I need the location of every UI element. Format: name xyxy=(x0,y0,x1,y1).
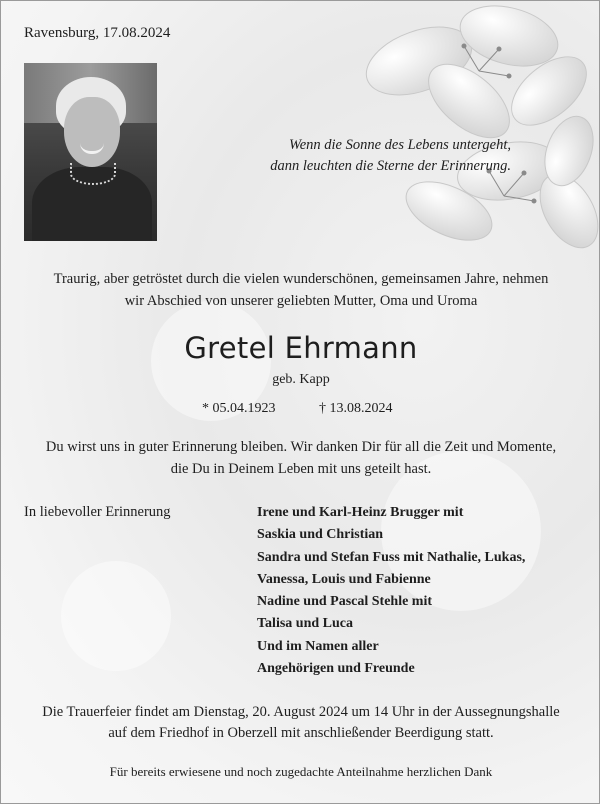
mourner-line: Und im Namen aller xyxy=(257,638,379,654)
mourner-line: Irene und Karl-Heinz Brugger mit xyxy=(257,505,464,520)
birth-date: * 05.04.1923 xyxy=(202,401,276,416)
mourner-line: Saskia und Christian xyxy=(257,527,384,543)
death-date: † 13.08.2024 xyxy=(319,401,393,416)
farewell-message xyxy=(1,436,600,480)
mourner-line: Nadine und Pascal Stehle mit xyxy=(257,594,433,610)
thanks-note: Für bereits erwiesene und noch zugedachte Anteilnahme herzlichen Dank xyxy=(109,764,493,779)
mourner-line: Angehörigen und Freunde xyxy=(257,661,415,677)
quote-line: dann leuchten die Sterne der Erinnerung. xyxy=(270,158,511,174)
quote-line: Wenn die Sonne des Lebens untergeht, xyxy=(288,137,511,153)
memory-label: In liebevoller Erinnerung xyxy=(24,504,171,520)
mourner-line: Talisa und Luca xyxy=(257,616,353,632)
ceremony-line: auf dem Friedhof in Oberzell mit anschließender Beerdigung statt. xyxy=(108,725,494,741)
ceremony-info xyxy=(1,702,600,744)
mourner-line: Vanessa, Louis und Fabienne xyxy=(257,571,431,587)
intro-text xyxy=(1,268,600,312)
mourners-list xyxy=(257,502,525,680)
message-line: Du wirst uns in guter Erinnerung bleiben. Wir danken Dir für all die Zeit und Momente, xyxy=(45,439,557,455)
place-date: Ravensburg, 17.08.2024 xyxy=(24,25,171,41)
mourner-line: Sandra und Stefan Fuss mit Nathalie, Lukas, xyxy=(257,549,526,565)
ceremony-line: Die Trauerfeier findet am Dienstag, 20. August 2024 um 14 Uhr in der Aussegnungshalle xyxy=(42,704,560,720)
intro-line: Traurig, aber getröstet durch die vielen wunderschönen, gemeinsamen Jahre, nehmen xyxy=(53,271,549,287)
portrait-photo xyxy=(24,63,157,241)
maiden-name: geb. Kapp xyxy=(272,372,330,387)
message-line: die Du in Deinem Leben mit uns geteilt hast. xyxy=(170,461,432,477)
deceased-name: Gretel Ehrmann xyxy=(184,331,418,365)
blossom-branch-icon xyxy=(359,1,599,261)
quote xyxy=(201,135,511,177)
bokeh-light xyxy=(61,561,171,671)
intro-line: wir Abschied von unserer geliebten Mutter, Oma und Uroma xyxy=(124,293,478,309)
